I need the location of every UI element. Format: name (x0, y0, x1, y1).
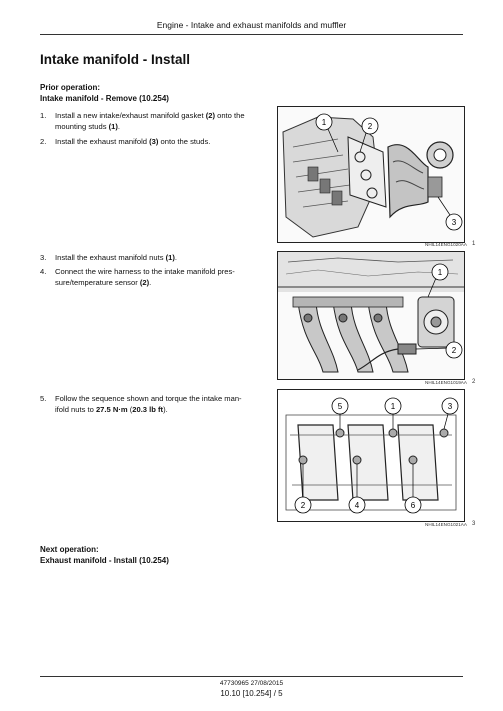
figure-3-caption: NHIL14ENG1021AA (425, 522, 467, 527)
step-5 (40, 394, 265, 416)
figure-3-image (277, 389, 465, 522)
step-text: Install a new intake/exhaust manifold gasket (2) onto the mounting studs (1). (55, 111, 245, 131)
step-text: Install the exhaust manifold nuts (1). (55, 253, 178, 262)
next-operation-link[interactable]: Exhaust manifold - Install (10.254) (40, 556, 169, 565)
prior-operation-label: Prior operation: (40, 83, 101, 92)
next-operation-label: Next operation: (40, 545, 99, 554)
callout: 6 (410, 501, 416, 510)
step-number: 2. (40, 137, 47, 146)
callout: 2 (451, 346, 457, 355)
callout: 4 (354, 501, 360, 510)
footer-rule (40, 676, 463, 677)
callout: 5 (337, 402, 343, 411)
header-rule (40, 34, 463, 35)
step-number: 3. (40, 253, 47, 262)
callout: 2 (300, 501, 306, 510)
step-number: 5. (40, 394, 47, 403)
step-text: Follow the sequence shown and torque the intake man- ifold nuts to 27.5 N·m (20.3 lb ft). (55, 394, 242, 414)
callout: 1 (390, 402, 396, 411)
step-1 (40, 111, 265, 133)
running-header: Engine - Intake and exhaust manifolds and muffler (156, 20, 347, 30)
figure-1-number: 1 (472, 241, 476, 247)
callout: 3 (451, 218, 457, 227)
step-number: 4. (40, 267, 47, 276)
page-title: Intake manifold - Install (40, 52, 191, 67)
step-text: Install the exhaust manifold (3) onto the studs. (55, 137, 211, 146)
figure-3-number: 3 (472, 521, 476, 527)
callout: 1 (437, 268, 443, 277)
callout: 3 (447, 402, 453, 411)
figure-1-image (277, 106, 465, 243)
figure-2-caption: NHIL14ENG1019AA (425, 380, 467, 385)
figure-1-caption: NHIL14ENG1020AA (425, 242, 467, 247)
footer-page-number: 10.10 [10.254] / 5 (220, 689, 283, 698)
prior-operation-link[interactable]: Intake manifold - Remove (10.254) (40, 94, 169, 103)
figure-2-number: 2 (472, 379, 476, 385)
footer-doc-info: 47730965 27/08/2015 (219, 680, 284, 687)
callout: 1 (321, 118, 327, 127)
callout: 2 (367, 122, 373, 131)
figure-2-image (277, 251, 465, 380)
step-text: Connect the wire harness to the intake manifold pres- sure/temperature sensor (2). (55, 267, 235, 287)
step-4 (40, 267, 265, 289)
step-number: 1. (40, 111, 47, 120)
